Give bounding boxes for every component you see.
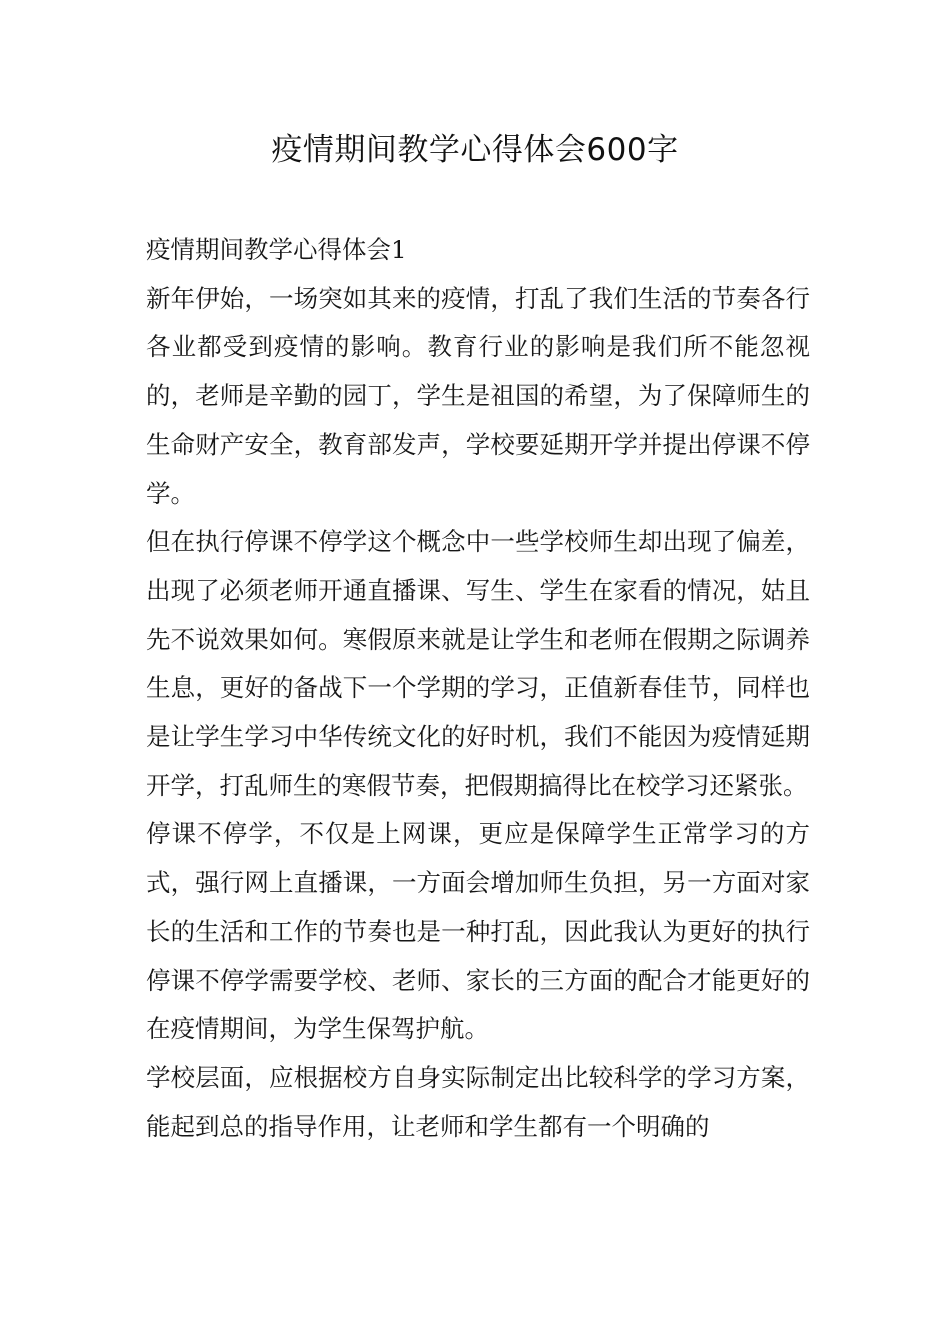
section-heading: 疫情期间教学心得体会1 <box>146 235 407 264</box>
document-body <box>146 226 810 1151</box>
paragraph-4: 学校层面，应根据校方自身实际制定出比较科学的学习方案，能起到总的指导作用，让老师和学生都有一个明确的 <box>146 1062 810 1141</box>
paragraph-3: 停课不停学，不仅是上网课，更应是保障学生正常学习的方式，强行网上直播课，一方面会增加师生负担，另一方面对家长的生活和工作的节奏也是一种打乱，因此我认为更好的执行停课不停学需要学校、老师、家长的三方面的配合才能更好的在疫情期间，为学生保驾护航。 <box>146 819 810 1044</box>
document-title: 疫情期间教学心得体会600字 <box>271 132 679 168</box>
paragraph-1: 新年伊始，一场突如其来的疫情，打乱了我们生活的节奏各行各业都受到疫情的影响。教育行业的影响是我们所不能忽视的，老师是辛勤的园丁，学生是祖国的希望，为了保障师生的生命财产安全，教育部发声，学校要延期开学并提出停课不停学。 <box>146 283 810 508</box>
paragraph-2: 但在执行停课不停学这个概念中一些学校师生却出现了偏差，出现了必须老师开通直播课、写生、学生在家看的情况，姑且先不说效果如何。寒假原来就是让学生和老师在假期之际调养生息，更好的备战下一个学期的学习，正值新春佳节，同样也是让学生学习中华传统文化的好时机，我们不能因为疫情延期开学，打乱师生的寒假节奏，把假期搞得比在校学习还紧张。 <box>146 527 810 800</box>
